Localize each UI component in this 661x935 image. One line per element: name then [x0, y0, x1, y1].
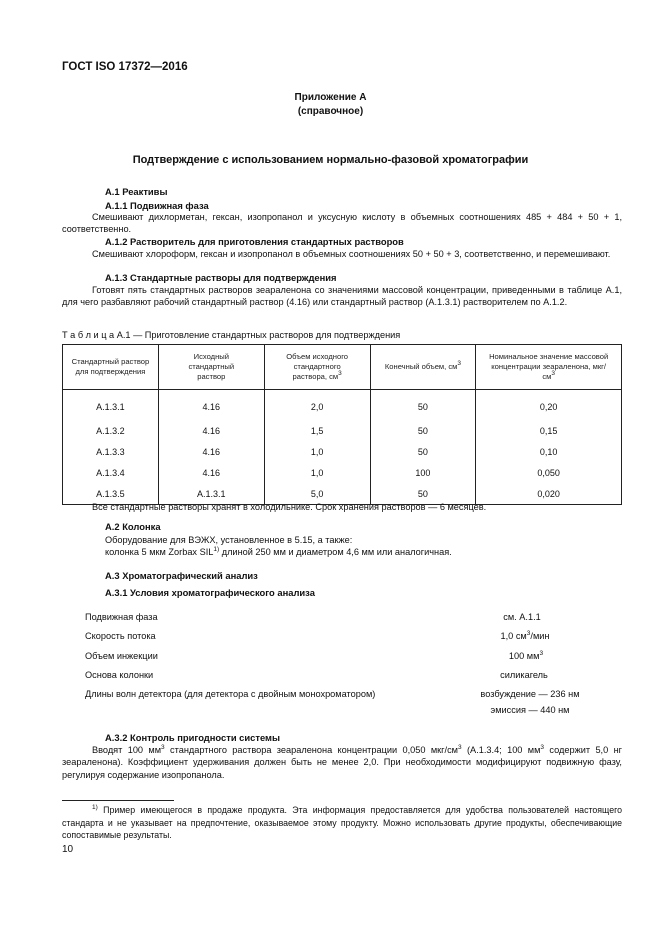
table-cell: 100	[370, 462, 476, 483]
table-cell: 2,0	[264, 390, 370, 421]
table-header-cell: Объем исходного стандартного раствора, $см^3$	[264, 345, 370, 390]
section-a32-text: Вводят 100 $мм^3$ стандартного раствора зеараленона концентрации 0,050 мкг/$см^3$ (А.1.3.4; 100 $мм^3$ содержит 5,0 нг зеараленона). Коэффициент удерживания должен быть не менее 2,0. При необходимости модифицируют подвижную фазу, регулируя содержание изопропанола.	[62, 744, 622, 780]
condition-value-2: эмиссия — 440 нм	[490, 705, 570, 715]
condition-value: 100 $мм^3$	[508, 650, 544, 661]
table-cell: 5,0	[264, 483, 370, 505]
table-cell: А.1.3.3	[63, 441, 159, 462]
appendix-subtitle: (справочное)	[297, 106, 364, 117]
table-row	[63, 390, 622, 421]
condition-label: Объем инжекции	[85, 651, 158, 661]
table-row	[63, 441, 622, 462]
condition-label: Подвижная фаза	[85, 612, 158, 622]
condition-value: см. А.1.1	[503, 612, 541, 622]
table-row	[63, 420, 622, 441]
appendix-title: Приложение А	[294, 92, 367, 103]
table-cell: 50	[370, 420, 476, 441]
section-a111-heading: А.1.1 Подвижная фаза	[105, 200, 209, 211]
table-cell: А.1.3.2	[63, 420, 159, 441]
section-a1-heading: А.1 Реактивы	[105, 186, 168, 197]
table-caption-prefix: Т а б л и ц а	[62, 330, 115, 340]
page-number: 10	[62, 844, 74, 855]
table-caption	[62, 330, 400, 340]
table-cell: 50	[370, 390, 476, 421]
table-header-cell: Номинальное значение массовой концентрации зеараленона, мкг/$см^3$	[476, 345, 622, 390]
footnote	[62, 804, 622, 842]
table-header-cell: Стандартный раствор для подтверждения	[63, 345, 159, 390]
table-header-cell: Исходный стандартный раствор	[158, 345, 264, 390]
preparation-table	[62, 344, 622, 505]
table-cell: А.1.3.1	[63, 390, 159, 421]
table-cell: 0,15	[476, 420, 622, 441]
footnote-divider	[62, 800, 174, 801]
table-header-cell: Конечный объем, $см^3$	[370, 345, 476, 390]
table-cell: А.1.3.4	[63, 462, 159, 483]
table-cell: 4.16	[158, 420, 264, 441]
section-a2-line2: колонка 5 мкм Zorbax SIL$^{1)}$ длиной 250 мм и диаметром 4,6 мм или аналогичная.	[105, 546, 452, 557]
section-a112-heading: А.1.2 Растворитель для приготовления стандартных растворов	[105, 236, 404, 247]
section-a113-text: Готовят пять стандартных растворов зеараленона со значениями массовой концентрации, приведенными в таблице А.1, для чего разбавляют рабочий стандартный раствор (4.16) или стандартный раствор (А.1.3.1) растворителем по А.1.2.	[62, 285, 622, 308]
condition-label: Длины волн детектора (для детектора с двойным монохроматором)	[85, 689, 376, 699]
section-a112-text: Смешивают хлороформ, гексан и изопропанол в объемных соотношениях 50 + 50 + 3, соответственно, и перемешивают.	[92, 249, 611, 259]
condition-value: 1,0 $см^3$/мин	[500, 630, 550, 641]
table-cell: 0,10	[476, 441, 622, 462]
condition-value: возбуждение — 236 нм	[480, 689, 580, 699]
table-cell: 4.16	[158, 441, 264, 462]
section-a111-text: Смешивают дихлорметан, гексан, изопропанол и уксусную кислоту в объемных соотношениях 485 + 484 + 50 + 1, соответственно.	[62, 212, 622, 235]
condition-label: Основа колонки	[85, 670, 154, 680]
section-a31-heading: А.3.1 Условия хроматографического анализа	[105, 587, 315, 598]
section-a2-line1: Оборудование для ВЭЖХ, установленное в 5.15, а также:	[105, 535, 353, 545]
table-cell: 50	[370, 483, 476, 505]
section-a2-heading: А.2 Колонка	[105, 521, 161, 532]
table-row	[63, 462, 622, 483]
document-header: ГОСТ ISO 17372—2016	[62, 61, 188, 73]
section-a113-heading: А.1.3 Стандартные растворы для подтверждения	[105, 272, 337, 283]
table-cell: 0,050	[476, 462, 622, 483]
condition-value: силикагель	[500, 670, 548, 680]
main-title: Подтверждение с использованием нормально-фазовой хроматографии	[132, 154, 529, 166]
table-cell: 0,20	[476, 390, 622, 421]
footnote-text: Пример имеющегося в продаже продукта. Эта информация предоставляется для удобства пользователей настоящего стандарта и не указывает на предпочтение, оказываемое этому продукту. Можно использовать другие продукты, обеспечивающие сопоставимые результаты.	[62, 805, 622, 841]
table-cell: 1,0	[264, 441, 370, 462]
footnote-mark: 1)	[92, 804, 98, 811]
table-cell: 4.16	[158, 390, 264, 421]
table-cell: А.1.3.1	[158, 483, 264, 505]
table-caption-text: А.1 — Приготовление стандартных растворов для подтверждения	[114, 330, 401, 340]
table-header-row	[63, 345, 622, 390]
section-a3-heading: А.3 Хроматографический анализ	[105, 570, 258, 581]
section-a32-heading: А.3.2 Контроль пригодности системы	[105, 732, 280, 743]
table-cell: 1,0	[264, 462, 370, 483]
table-cell: 1,5	[264, 420, 370, 441]
table-cell: 50	[370, 441, 476, 462]
condition-label: Скорость потока	[85, 631, 156, 641]
table-cell: 0,020	[476, 483, 622, 505]
storage-text: Все стандартные растворы хранят в холодильнике. Срок хранения растворов — 6 месяцев.	[92, 502, 487, 512]
table-cell: 4.16	[158, 462, 264, 483]
table-cell: А.1.3.5	[63, 483, 159, 505]
